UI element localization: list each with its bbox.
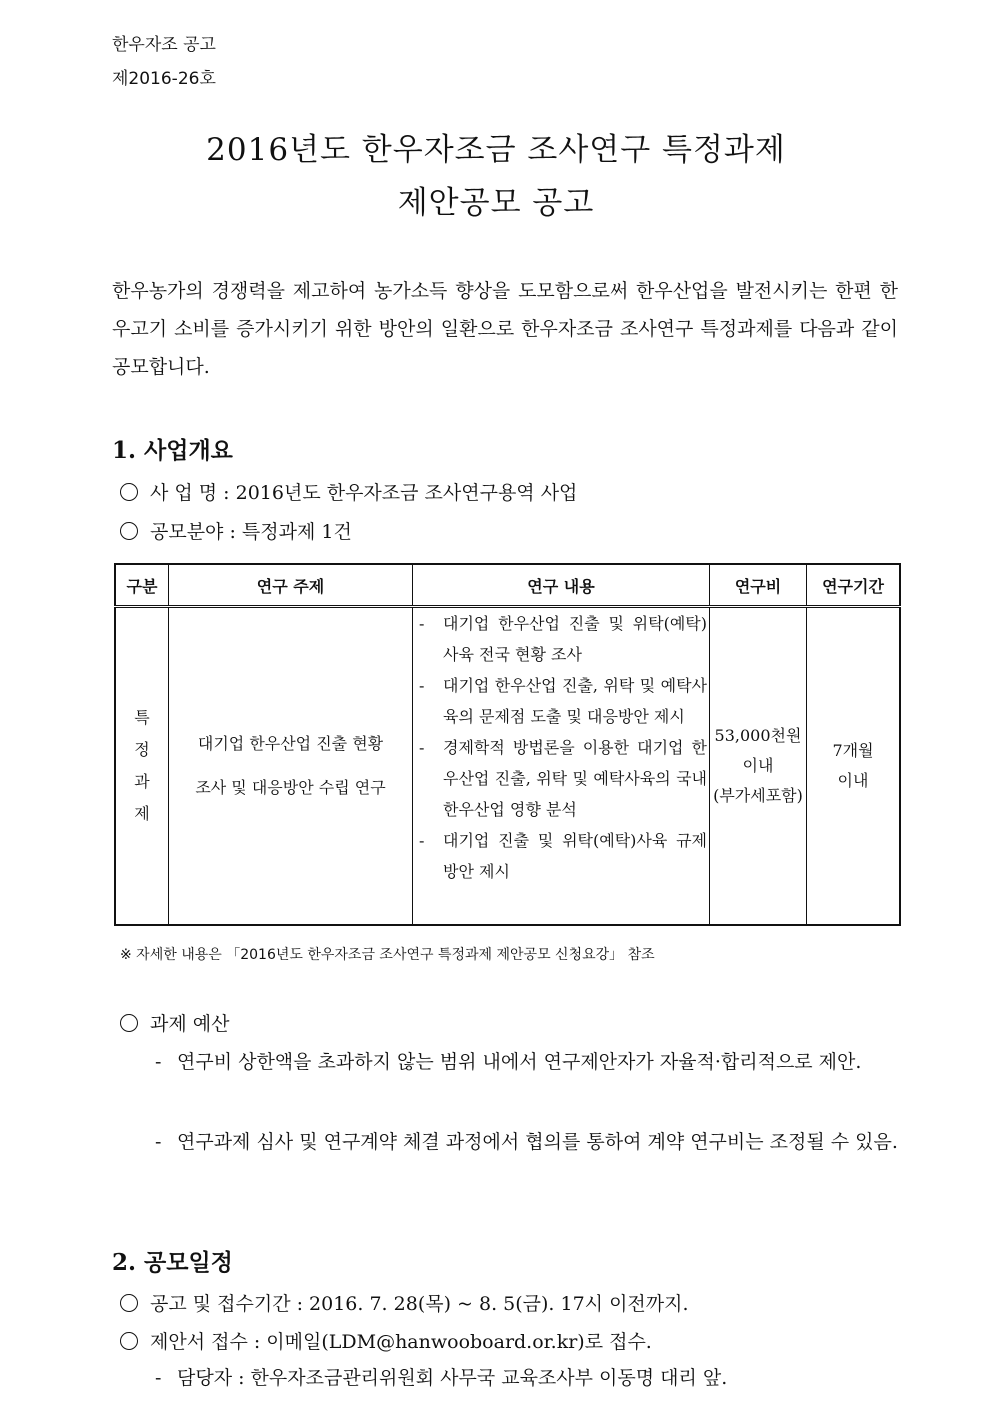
table-header-row — [115, 564, 900, 607]
content-text: 대기업 한우산업 진출 및 위탁(예탁)사육 전국 현황 조사 — [443, 614, 707, 664]
contact-text: 담당자 : 한우자조금관리위원회 사무국 교육조사부 이동명 대리 앞. — [177, 1367, 728, 1389]
dash-marker: - — [155, 1051, 162, 1073]
bullet-text: 공고 및 접수기간 : 2016. 7. 28(목) ~ 8. 5(금). 17시 이전까지. — [150, 1293, 689, 1315]
notice-org: 한우자조 공고 — [112, 35, 216, 55]
dash-marker: - — [155, 1131, 162, 1153]
period-line: 이내 — [837, 770, 869, 790]
section2-heading: 2. 공모일정 — [112, 1249, 233, 1276]
circle-bullet-icon — [120, 522, 138, 540]
dash-marker: - — [419, 676, 425, 695]
dash-marker: - — [155, 1367, 162, 1389]
intro-paragraph: 한우농가의 경쟁력을 제고하여 농가소득 향상을 도모함으로써 한우산업을 발전시키는 한편 한우고기 소비를 증가시키기 위한 방안의 일환으로 한우자조금 조사연구 특정과제를 다음과 같이 공모합니다. — [112, 280, 898, 378]
circle-bullet-icon — [120, 1294, 138, 1312]
bullet-text: 사 업 명 : 2016년도 한우자조금 조사연구용역 사업 — [150, 482, 578, 504]
contact-line — [155, 1358, 900, 1398]
section1-heading: 1. 사업개요 — [112, 437, 233, 464]
category-char: 특 — [134, 707, 150, 727]
bullet-submission — [120, 1327, 652, 1354]
dash-marker: - — [419, 831, 425, 850]
table-footnote: ※ 자세한 내용은 「2016년도 한우자조금 조사연구 특정과제 제안공모 신청요강」 참조 — [120, 947, 655, 963]
bullet-text: 공모분야 : 특정과제 1건 — [150, 521, 352, 543]
research-table — [114, 563, 901, 926]
category-char: 정 — [134, 739, 150, 759]
header-content: 연구 내용 — [413, 564, 710, 607]
budget-item — [155, 1042, 900, 1082]
header-budget: 연구비 — [710, 564, 807, 607]
period-cell — [807, 607, 901, 925]
content-text: 경제학적 방법론을 이용한 대기업 한우산업 진출, 위탁 및 예탁사육의 국내한우산업 영향 분석 — [443, 738, 707, 819]
topic-line: 조사 및 대응방안 수립 연구 — [195, 777, 386, 797]
content-item — [413, 825, 709, 887]
budget-line: 53,000천원 — [714, 725, 802, 745]
content-text: 대기업 한우산업 진출, 위탁 및 예탁사육의 문제점 도출 및 대응방안 제시 — [443, 676, 707, 726]
content-item — [413, 670, 709, 732]
page-title: 2016년도 한우자조금 조사연구 특정과제 — [206, 132, 786, 168]
budget-item-text: 연구비 상한액을 초과하지 않는 범위 내에서 연구제안자가 자율적·합리적으로 제안. — [177, 1051, 862, 1073]
circle-bullet-icon — [120, 1014, 138, 1032]
topic-cell — [169, 607, 413, 925]
bullet-field — [120, 517, 352, 544]
dash-marker: - — [419, 738, 425, 757]
budget-item — [155, 1122, 900, 1162]
budget-line: (부가세포함) — [713, 785, 803, 805]
topic-line: 대기업 한우산업 진출 현황 — [197, 733, 384, 753]
bullet-schedule — [120, 1289, 689, 1316]
dash-marker: - — [419, 614, 425, 633]
notice-number: 제2016-26호 — [112, 69, 216, 89]
bullet-text: 제안서 접수 : 이메일(LDM@hanwooboard.or.kr)로 접수. — [150, 1331, 652, 1353]
circle-bullet-icon — [120, 1332, 138, 1350]
content-cell — [413, 607, 710, 925]
budget-heading — [120, 1009, 229, 1036]
bullet-business-name — [120, 478, 577, 505]
header-period: 연구기간 — [807, 564, 901, 607]
content-item — [413, 608, 709, 670]
table-row — [115, 607, 900, 925]
content-item — [413, 732, 709, 825]
content-text: 대기업 진출 및 위탁(예탁)사육 규제방안 제시 — [443, 831, 707, 881]
period-line: 7개월 — [832, 740, 874, 760]
header-topic: 연구 주제 — [169, 564, 413, 607]
budget-cell — [710, 607, 807, 925]
budget-line: 이내 — [742, 755, 774, 775]
header-category: 구분 — [115, 564, 169, 607]
budget-item-text: 연구과제 심사 및 연구계약 체결 과정에서 협의를 통하여 계약 연구비는 조정될 수 있음. — [177, 1131, 898, 1153]
bullet-text: 과제 예산 — [150, 1013, 230, 1035]
category-char: 제 — [134, 803, 150, 823]
category-char: 과 — [134, 771, 150, 791]
page-subtitle: 제안공모 공고 — [397, 185, 595, 221]
category-cell — [115, 607, 169, 925]
circle-bullet-icon — [120, 483, 138, 501]
